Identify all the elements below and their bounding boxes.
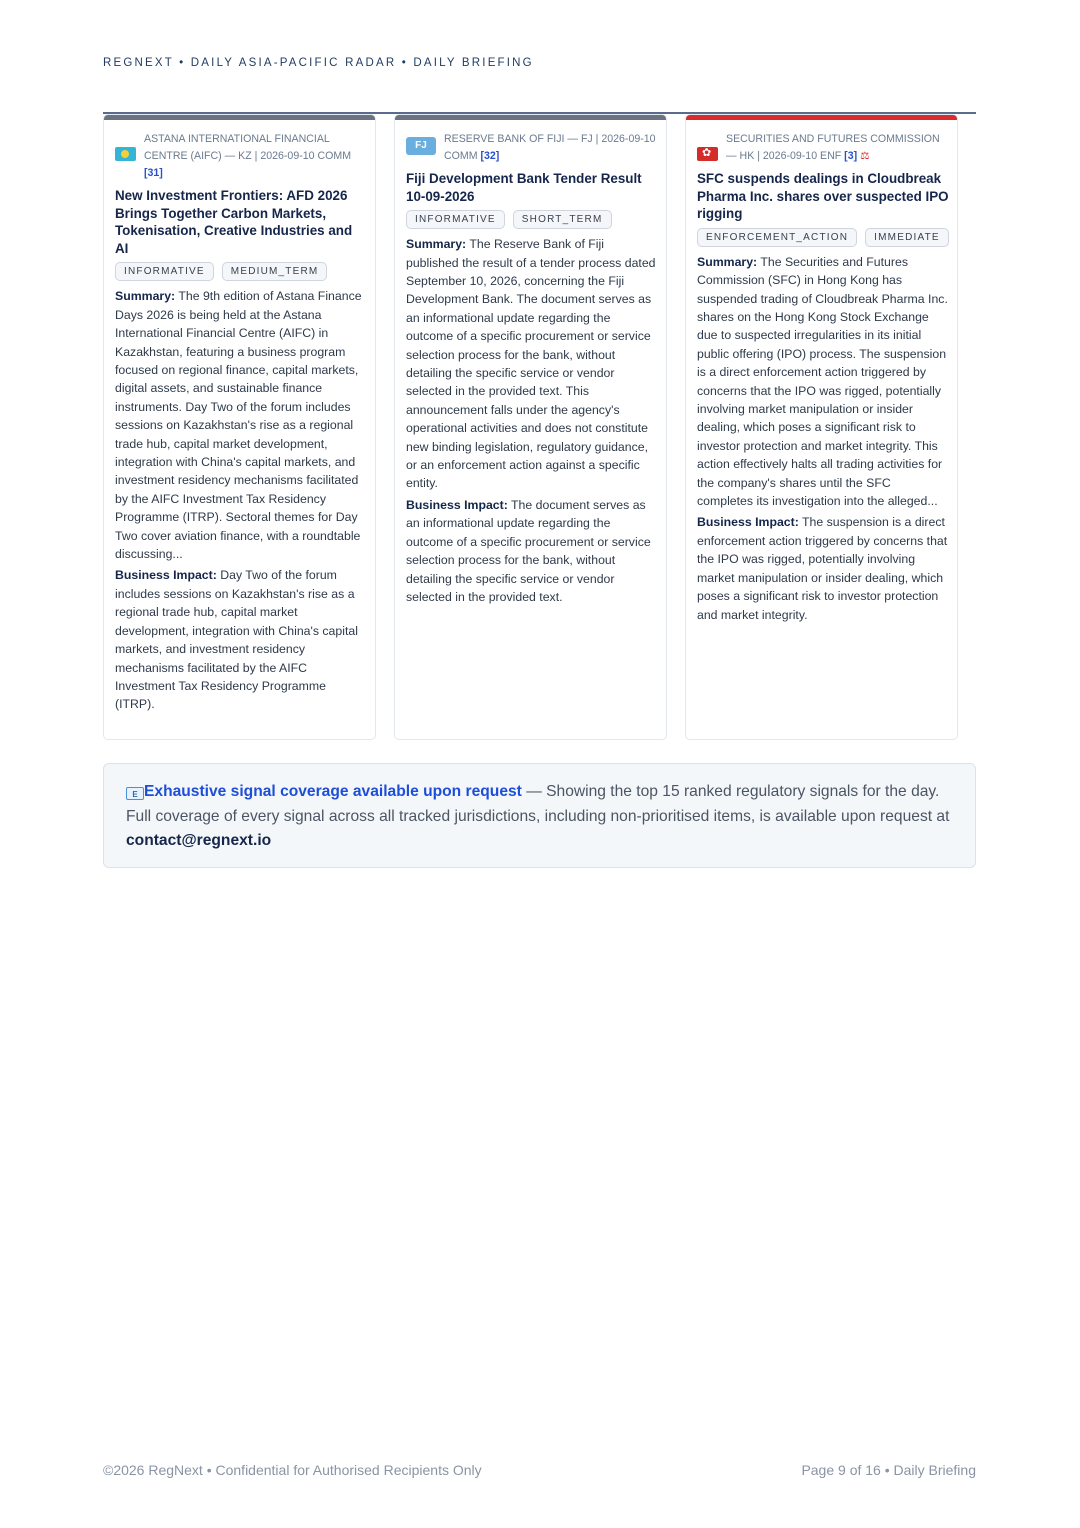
card-accent-bar	[104, 115, 375, 120]
signal-card[interactable]	[103, 114, 376, 740]
card-impact	[697, 513, 949, 623]
tag-badge: INFORMATIVE	[406, 210, 505, 229]
card-summary	[697, 253, 949, 511]
card-title[interactable]: Fiji Development Bank Tender Result 10-09-2026	[406, 171, 642, 204]
card-source: ASTANA INTERNATIONAL FINANCIAL CENTRE (AIFC) — KZ | 2026-09-10 COMM	[144, 133, 352, 162]
footer-copyright: ©2026 RegNext • Confidential for Authorised Recipients Only	[103, 1462, 482, 1478]
impact-label: Business Impact:	[115, 568, 217, 583]
card-meta	[697, 131, 949, 165]
impact-text: Day Two of the forum includes sessions on Kazakhstan's rise as a regional trade hub, capital market development, integration with China's capital markets, and investment residency mechanisms facilitated by the AIFC Investment Tax Residency Programme (ITRP).	[115, 568, 358, 712]
summary-text: The Securities and Futures Commission (SFC) in Hong Kong has suspended trading of Cloudbreak Pharma Inc. shares on the Hong Kong Stock Exchange due to suspected irregularities in its initial public offering (IPO) process. The suspension is a direct enforcement action triggered by concerns that the IPO was rigged, potentially involving market manipulation or insider dealing, which poses a significant risk to investor protection and market integrity. This action effectively halts all trading activities for the company's shares until the SFC completes its investigation into the alleged...	[697, 254, 948, 509]
tag-badge: SHORT_TERM	[513, 210, 612, 229]
card-title[interactable]: SFC suspends dealings in Cloudbreak Pharma Inc. shares over suspected IPO rigging	[697, 171, 949, 222]
card-accent-bar	[686, 115, 957, 120]
card-rank: [3]	[844, 150, 858, 162]
impact-label: Business Impact:	[697, 515, 799, 530]
summary-label: Summary:	[697, 254, 758, 269]
card-title[interactable]: New Investment Frontiers: AFD 2026 Brings Together Carbon Markets, Tokenisation, Creative Industries and AI	[115, 188, 353, 256]
scales-icon: ⚖	[860, 150, 870, 162]
card-summary	[406, 235, 658, 493]
card-source: RESERVE BANK OF FIJI — FJ | 2026-09-10 COMM	[444, 133, 656, 162]
signal-cards-row	[103, 114, 976, 742]
card-tags	[697, 228, 949, 247]
callout-lead[interactable]: Exhaustive signal coverage available upon request	[144, 783, 522, 800]
summary-label: Summary:	[115, 289, 176, 304]
footer-page-number: Page 9 of 16 • Daily Briefing	[801, 1462, 976, 1478]
card-rank: [31]	[144, 167, 163, 179]
card-tags	[115, 262, 367, 281]
card-impact	[115, 566, 367, 713]
card-impact	[406, 496, 658, 606]
tag-badge: IMMEDIATE	[865, 228, 949, 247]
card-meta	[115, 131, 367, 182]
callout-body: — Showing the top 15 ranked regulatory signals for the day. Full coverage of every signal across all tracked jurisdictions, including non-prioritised items, is available upon request at	[126, 783, 950, 825]
email-icon: E	[126, 787, 144, 800]
tag-badge: ENFORCEMENT_ACTION	[697, 228, 857, 247]
impact-text: The suspension is a direct enforcement action triggered by concerns that the IPO was rigged, potentially involving market manipulation or insider dealing, which poses a significant risk to investor protection and market integrity.	[697, 515, 948, 622]
hong-kong-flag-icon	[697, 147, 718, 161]
report-header: REGNEXT • DAILY ASIA-PACIFIC RADAR • DAILY BRIEFING	[103, 57, 534, 69]
summary-text: The Reserve Bank of Fiji published the result of a tender process dated September 10, 2026, concerning the Fiji Development Bank. The document serves as an informational update regarding the outcome of a specific procurement or service selection process for the bank, without detailing the specific service or vendor selected in the provided text. This announcement falls under the agency's operational activities and does not constitute new binding legislation, regulatory guidance, or an enforcement action against a specific entity.	[406, 237, 656, 491]
impact-label: Business Impact:	[406, 497, 508, 512]
card-summary	[115, 287, 367, 563]
card-accent-bar	[395, 115, 666, 120]
summary-label: Summary:	[406, 237, 467, 252]
contact-email-link[interactable]: contact@regnext.io	[126, 832, 272, 849]
impact-text: The document serves as an informational update regarding the outcome of a specific procurement or service selection process for the bank, without detailing the specific service or vendor selected in the provided text.	[406, 497, 651, 604]
fiji-badge-icon: FJ	[406, 137, 436, 155]
signal-card[interactable]	[685, 114, 958, 740]
card-source: SECURITIES AND FUTURES COMMISSION — HK | 2026-09-10 ENF	[726, 133, 940, 162]
card-rank: [32]	[480, 150, 500, 162]
tag-badge: MEDIUM_TERM	[222, 262, 328, 281]
card-tags	[406, 210, 658, 229]
coverage-callout	[103, 763, 976, 868]
summary-text: The 9th edition of Astana Finance Days 2026 is being held at the Astana International Financial Centre (AIFC) in Kazakhstan, featuring a business program focused on regional finance, capital markets, digital assets, and sustainable finance instruments. Day Two of the forum includes sessions on Kazakhstan's rise as a regional trade hub, capital market development, integration with China's capital markets, and investment residency mechanisms facilitated by the AIFC Investment Tax Residency Programme (ITRP). Sectoral themes for Day Two cover aviation finance, with a roundtable discussing...	[115, 289, 362, 562]
card-meta	[406, 131, 658, 165]
tag-badge: INFORMATIVE	[115, 262, 214, 281]
signal-card[interactable]	[394, 114, 667, 740]
kazakhstan-flag-icon	[115, 147, 136, 161]
